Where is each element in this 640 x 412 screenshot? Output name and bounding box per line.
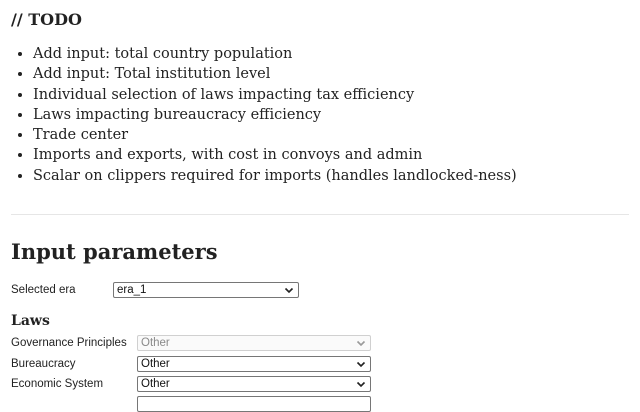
era-select[interactable]	[113, 282, 299, 298]
list-item: • Trade center	[33, 125, 517, 145]
todo-list	[11, 44, 517, 186]
todo-heading: // TODO	[11, 10, 82, 29]
section-divider	[11, 214, 629, 215]
era-row	[11, 282, 629, 298]
list-item: • Imports and exports, with cost in convoys and admin	[33, 145, 517, 165]
era-label: Selected era	[11, 284, 76, 296]
bureaucracy-select[interactable]	[137, 356, 371, 372]
chevron-down-icon	[355, 337, 367, 349]
law-row-economic-system	[11, 376, 629, 392]
next-law-select[interactable]	[137, 396, 371, 412]
list-item: • Individual selection of laws impacting tax efficiency	[33, 85, 517, 105]
chevron-down-icon	[355, 378, 367, 390]
governance-principles-select[interactable]	[137, 335, 371, 351]
economic-system-label: Economic System	[11, 378, 104, 390]
list-item: • Scalar on clippers required for imports (handles landlocked-ness)	[33, 166, 517, 186]
laws-heading: Laws	[11, 313, 50, 329]
law-row-partial	[11, 396, 629, 412]
input-parameters-heading: Input parameters	[11, 239, 218, 264]
governance-principles-value: Other	[141, 337, 170, 349]
era-select-value: era_1	[117, 284, 147, 296]
chevron-down-icon	[283, 284, 295, 296]
bureaucracy-label: Bureaucracy	[11, 358, 76, 370]
governance-principles-label: Governance Principles	[11, 337, 127, 349]
chevron-down-icon	[355, 358, 367, 370]
list-item: • Laws impacting bureaucracy efficiency	[33, 105, 517, 125]
bureaucracy-value: Other	[141, 358, 170, 370]
law-row-governance-principles	[11, 335, 629, 351]
economic-system-value: Other	[141, 378, 170, 390]
list-item: • Add input: total country population	[33, 44, 517, 64]
economic-system-select[interactable]	[137, 376, 371, 392]
law-row-bureaucracy	[11, 356, 629, 372]
list-item: • Add input: Total institution level	[33, 64, 517, 84]
